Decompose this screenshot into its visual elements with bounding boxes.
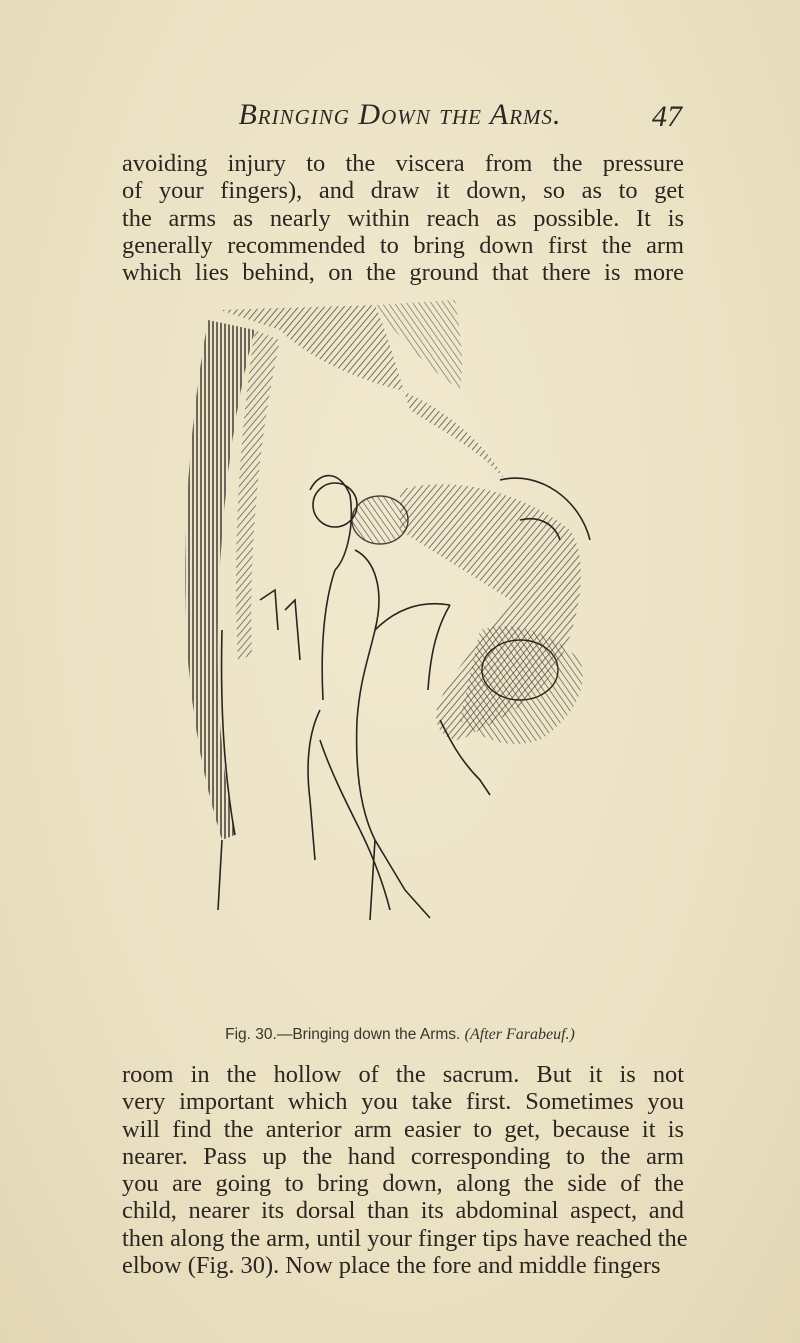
text-line: very important which you take first. Sometimes you	[122, 1088, 684, 1116]
running-head: Bringing Down the Arms.	[238, 98, 562, 131]
text-line: child, nearer its dorsal than its abdominal aspect, and	[122, 1197, 684, 1225]
caption-credit: (After Farabeuf.)	[464, 1026, 575, 1043]
text-line: will find the anterior arm easier to get, because it is	[122, 1115, 684, 1143]
text-line: elbow (Fig. 30). Now place the fore and middle fingers	[122, 1252, 661, 1280]
text-line: the arms as nearly within reach as possible. It is	[122, 204, 684, 232]
paragraph-bottom	[122, 1061, 688, 1280]
text-line: nearer. Pass up the hand corresponding to the arm	[122, 1142, 684, 1170]
text-line: which lies behind, on the ground that there is more	[122, 259, 684, 287]
text-line: of your fingers), and draw it down, so as to get	[122, 177, 684, 205]
obstetric-illustration	[160, 300, 630, 950]
caption-label: Fig. 30.—Bringing down the Arms.	[225, 1026, 461, 1043]
text-line: avoiding injury to the viscera from the pressure	[122, 150, 684, 177]
paragraph-top	[122, 150, 684, 286]
illustration-drawing	[160, 300, 630, 950]
text-line: you are going to bring down, along the side of the	[122, 1170, 684, 1198]
page-header	[0, 98, 800, 138]
text-line: then along the arm, until your finger tips have reached the	[122, 1224, 688, 1252]
figure-caption	[0, 1026, 800, 1044]
text-line: room in the hollow of the sacrum. But it is not	[122, 1061, 684, 1088]
text-line: generally recommended to bring down first the arm	[122, 231, 684, 259]
page-number: 47	[652, 100, 682, 133]
